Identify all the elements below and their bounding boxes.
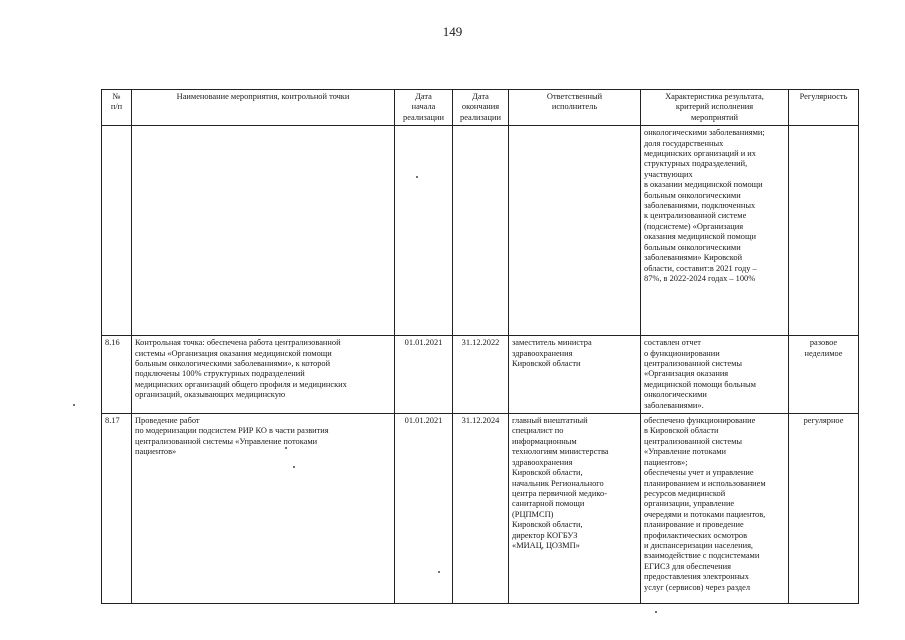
cell-responsible: заместитель министра здравоохранения Кировской области — [509, 336, 641, 414]
table-header-row — [102, 90, 859, 126]
scan-speck — [293, 466, 295, 468]
cell-regularity: разовое неделимое — [789, 336, 859, 414]
header-responsible: Ответственный исполнитель — [509, 90, 641, 126]
cell-responsible: главный внештатный специалист по информационным технологиям министерства здравоохранения Кировской области, начальник Регионального центра первичной медико- санитарной помощи (РЦПМСП) Кировской области, директор КОГБУЗ «МИАЦ, ЦОЗМП» — [509, 414, 641, 604]
page-number: 149 — [442, 24, 463, 39]
cell-result: обеспечено функционирование в Кировской области централизованной системы «Управление потоками пациентов»; обеспечены учет и управление планированием и использованием ресурсов медицинской организации, управление очередями и потоками пациентов, планирование и проведение профилактических осмотров и диспансеризации населения, взаимодействие с подсистемами ЕГИСЗ для обеспечения предоставления электронных услуг (сервисов) через раздел — [641, 414, 789, 604]
header-regularity: Регулярность — [789, 90, 859, 126]
table-row — [102, 414, 859, 604]
cell-responsible — [509, 126, 641, 336]
plan-table — [101, 89, 859, 604]
cell-num — [102, 126, 132, 336]
cell-start-date — [395, 126, 453, 336]
header-num: № п/п — [102, 90, 132, 126]
header-end-date: Дата окончания реализации — [453, 90, 509, 126]
header-result: Характеристика результата, критерий исполнения мероприятий — [641, 90, 789, 126]
scan-speck — [655, 611, 657, 613]
cell-regularity — [789, 126, 859, 336]
scan-speck — [285, 447, 287, 449]
table-row — [102, 126, 859, 336]
cell-name: Контрольная точка: обеспечена работа централизованной системы «Организация оказания медицинской помощи больным онкологическими заболеваниями», к которой подключены 100% структурных подразделений медицинских организаций общего профиля и медицинских организаций, оказывающих медицинскую — [132, 336, 395, 414]
cell-end-date — [453, 126, 509, 336]
table-row — [102, 336, 859, 414]
cell-start-date: 01.01.2021 — [395, 414, 453, 604]
cell-num: 8.16 — [102, 336, 132, 414]
header-start-date: Дата начала реализации — [395, 90, 453, 126]
cell-regularity: регулярное — [789, 414, 859, 604]
cell-start-date: 01.01.2021 — [395, 336, 453, 414]
scan-speck — [416, 176, 418, 178]
cell-end-date: 31.12.2024 — [453, 414, 509, 604]
scan-speck — [73, 404, 75, 406]
scan-speck — [438, 571, 440, 573]
cell-result: онкологическими заболеваниями; доля государственных медицинских организаций и их структурных подразделений, участвующих в оказании медицинской помощи больным онкологическими заболеваниями, подключенных к централизованной системе (подсистеме) «Организация оказания медицинской помощи больным онкологическими заболеваниями» Кировской области, составит:в 2021 году – 87%, в 2022-2024 годах – 100% — [641, 126, 789, 336]
header-name: Наименование мероприятия, контрольной точки — [132, 90, 395, 126]
cell-name — [132, 126, 395, 336]
cell-num: 8.17 — [102, 414, 132, 604]
cell-end-date: 31.12.2022 — [453, 336, 509, 414]
cell-name: Проведение работ по модернизации подсистем РИР КО в части развития централизованной системы «Управление потоками пациентов» — [132, 414, 395, 604]
cell-result: составлен отчет о функционировании централизованной системы «Организация оказания медицинской помощи больным онкологическими заболеваниями». — [641, 336, 789, 414]
